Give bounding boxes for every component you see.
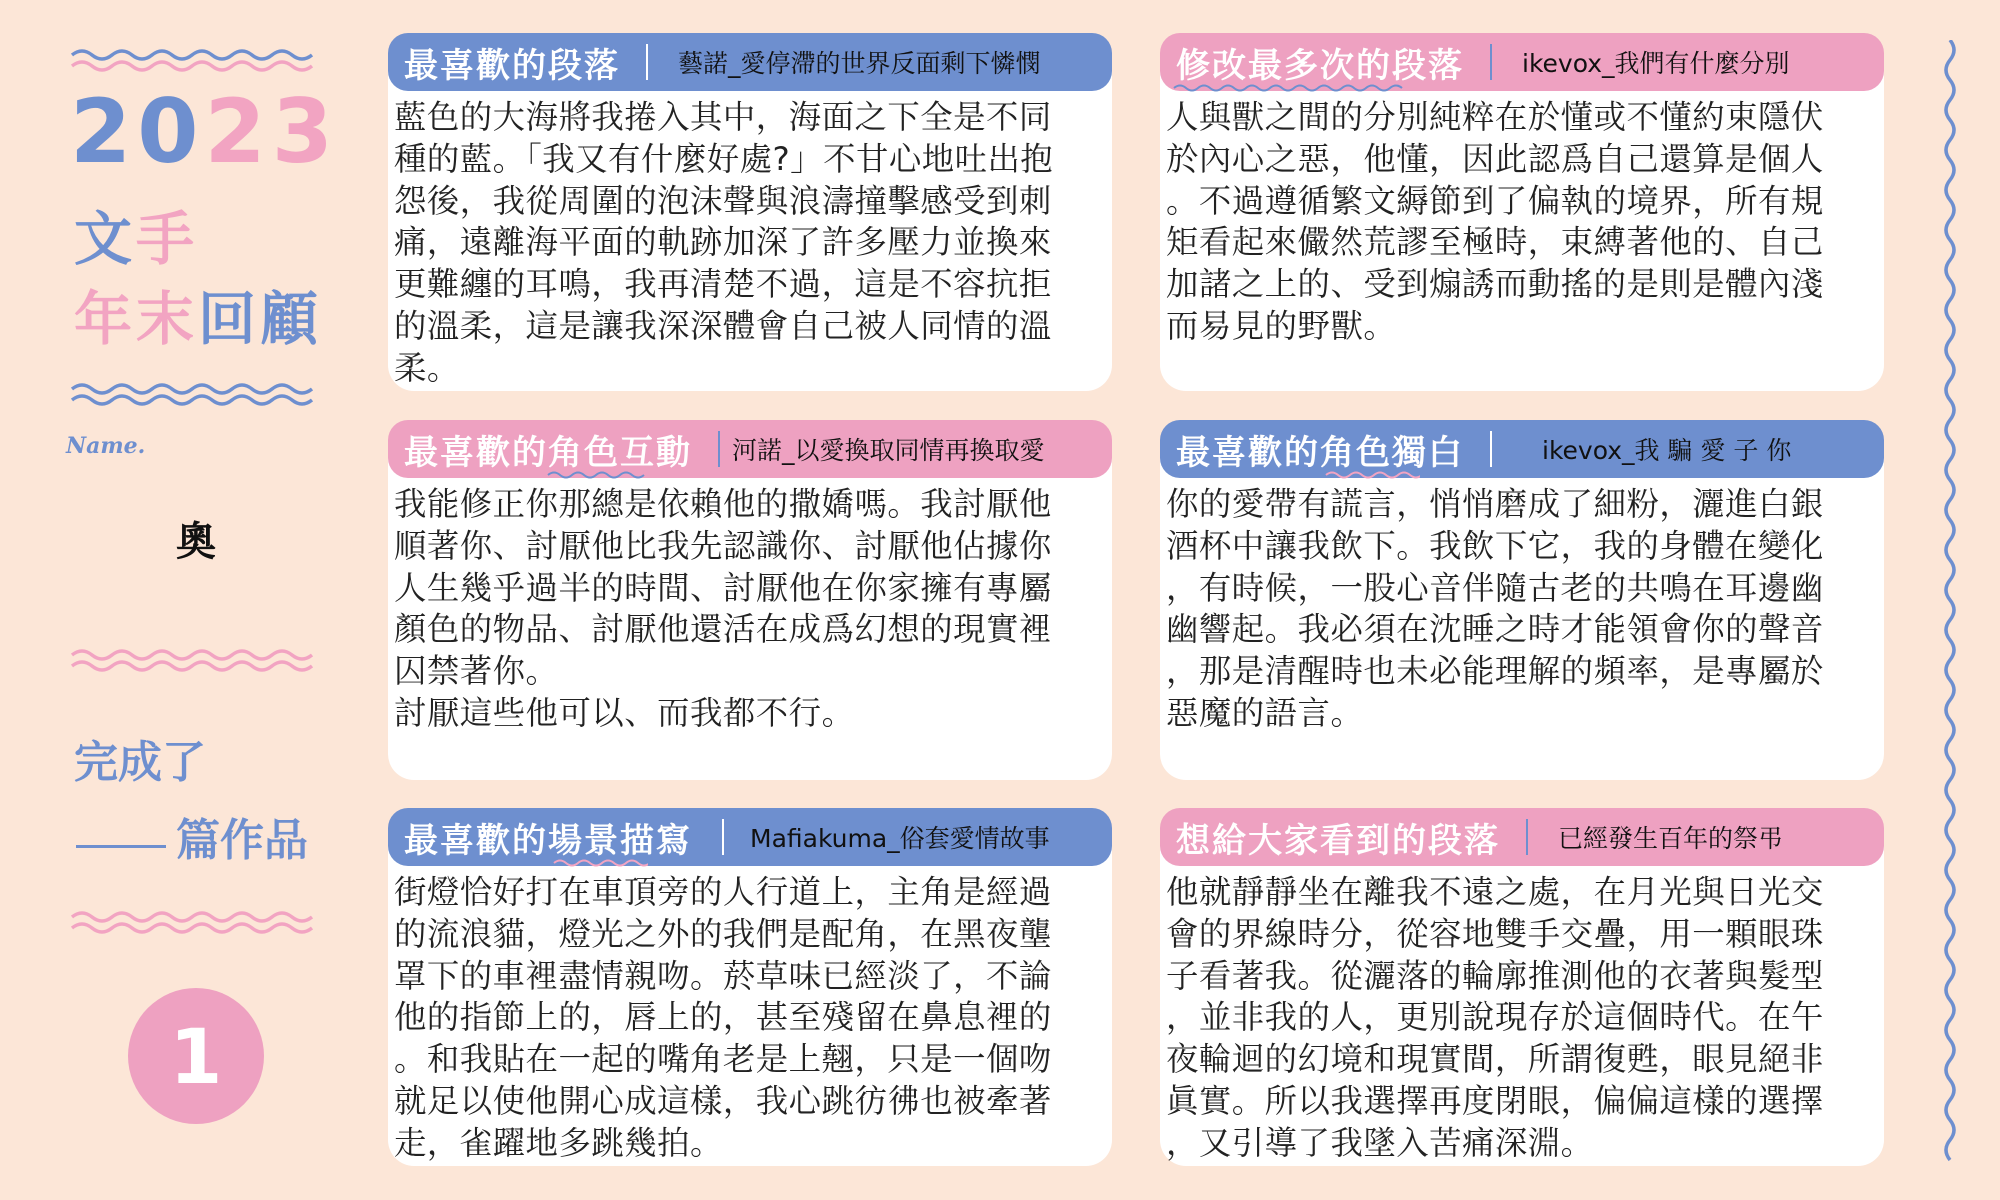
card-body: 你的愛帶有謊言，悄悄磨成了細粉，灑進白銀 酒杯中讓我飲下。我飲下它，我的身體在變化 ，有時候，一股心音伴隨古老的共鳴在耳邊幽 幽響起。我必須在沈睡之時才能領會你的聲音 ，那是清醒時也未必能理解的頻率，是專屬於 惡魔的語言。 — [1166, 485, 1824, 732]
card-favorite-monologue — [1160, 420, 1884, 780]
card-header — [388, 808, 1112, 866]
card-body: 藍色的大海將我捲入其中，海面之下全是不同 種的藍。「我又有什麼好處?」不甘心地吐出抱 怨後，我從周圍的泡沫聲與浪濤撞擊感受到刺 痛，遠離海平面的軌跡加深了許多壓力並換來 更難纏的耳鳴，我再清楚不過，這是不容抗拒 的溫柔，這是讓我深深體會自己被人同情的溫 柔。 — [394, 98, 1054, 387]
completed-label: 完成了 — [74, 737, 206, 788]
header-separator — [1526, 819, 1528, 855]
wave-divider-top — [70, 48, 322, 72]
wave-divider-middle — [70, 382, 322, 406]
wave-divider-pink-2 — [70, 910, 322, 934]
card-title: 最喜歡的場景描寫 — [388, 813, 692, 862]
card-title: 最喜歡的角色獨白 — [1160, 425, 1464, 474]
header-separator — [646, 44, 648, 80]
count-blank-line — [76, 845, 166, 848]
card-header — [388, 420, 1112, 478]
card-source: ikevox_我們有什麼分別 — [1522, 49, 1790, 78]
card-body: 他就靜靜坐在離我不遠之處，在月光與日光交 會的界線時分，從容地雙手交疊，用一顆眼珠 子看著我。從灑落的輪廓推測他的衣著與髮型 ，並非我的人，更別說現存於這個時代。在午 夜輪迴的幻境和現實間，所謂復甦，眼見絕非 眞實。所以我選擇再度閉眼，偏偏這樣的選擇 ，又引導了我墜入苦痛深淵。 — [1166, 873, 1824, 1162]
card-source: 已經發生百年的祭弔 — [1558, 824, 1784, 853]
card-header — [1160, 33, 1884, 91]
card-favorite-interaction — [388, 420, 1112, 780]
header-separator — [1490, 431, 1492, 467]
year-title: 2023 — [70, 80, 339, 183]
header-separator — [1490, 44, 1492, 80]
card-title: 最喜歡的角色互動 — [388, 425, 692, 474]
author-name: 奧 — [176, 519, 216, 565]
header-separator — [722, 819, 724, 855]
card-header — [1160, 808, 1884, 866]
subtitle-line-1: 文手 — [74, 205, 199, 273]
squiggle-underline — [1160, 470, 1420, 480]
card-source: 藝諾_愛停滯的世界反面剩下憐憫 — [678, 49, 1041, 78]
card-source: ikevox_我 騙 愛 子 你 — [1542, 436, 1792, 465]
name-label: Name. — [66, 433, 146, 459]
squiggle-underline — [1160, 83, 1410, 93]
card-header — [1160, 420, 1884, 478]
card-favorite-scene — [388, 808, 1112, 1166]
card-favorite-passage — [388, 33, 1112, 391]
card-body: 人與獸之間的分別純粹在於懂或不懂約束隱伏 於內心之惡，他懂，因此認爲自己還算是個人 。不過遵循繁文縟節到了偏執的境界，所有規 矩看起來儼然荒謬至極時，束縛著他的、自己 加諸之上的、受到煽誘而動搖的是則是體內淺 而易見的野獸。 — [1166, 98, 1824, 345]
header-separator — [718, 431, 720, 467]
count-label: 篇作品 — [176, 815, 308, 866]
card-source: 河諾_以愛換取同情再換取愛 — [732, 436, 1045, 465]
card-header — [388, 33, 1112, 91]
vertical-wave-decoration — [1938, 40, 1962, 1164]
card-source: Mafiakuma_俗套愛情故事 — [750, 824, 1050, 853]
subtitle-line-2: 年末回顧 — [74, 285, 323, 353]
card-body: 我能修正你那總是依賴他的撒嬌嗎。我討厭他 順著你、討厭他比我先認識你、討厭他佔據你 人生幾乎過半的時間、討厭他在你家擁有專屬 顏色的物品、討厭他還活在成爲幻想的現實裡 囚禁著你。 討厭這些他可以、而我都不行。 — [394, 485, 1052, 732]
squiggle-underline — [388, 858, 648, 868]
wave-divider-pink-1 — [70, 648, 322, 672]
squiggle-underline — [388, 470, 648, 480]
work-count-badge: 1 — [128, 988, 264, 1124]
card-body: 街燈恰好打在車頂旁的人行道上，主角是經過 的流浪貓，燈光之外的我們是配角，在黑夜壟 罩下的車裡盡情親吻。菸草味已經淡了，不論 他的指節上的，唇上的，甚至殘留在鼻息裡的 。和我貼在一起的嘴角老是上翹，只是一個吻 就足以使他開心成這樣，我心跳彷彿也被牽著 走，雀躍地多跳幾拍。 — [394, 873, 1052, 1162]
card-title: 修改最多次的段落 — [1160, 38, 1464, 87]
card-title: 最喜歡的段落 — [404, 45, 620, 86]
card-most-revised-passage — [1160, 33, 1884, 391]
card-share-passage — [1160, 808, 1884, 1166]
card-title: 想給大家看到的段落 — [1176, 820, 1500, 861]
